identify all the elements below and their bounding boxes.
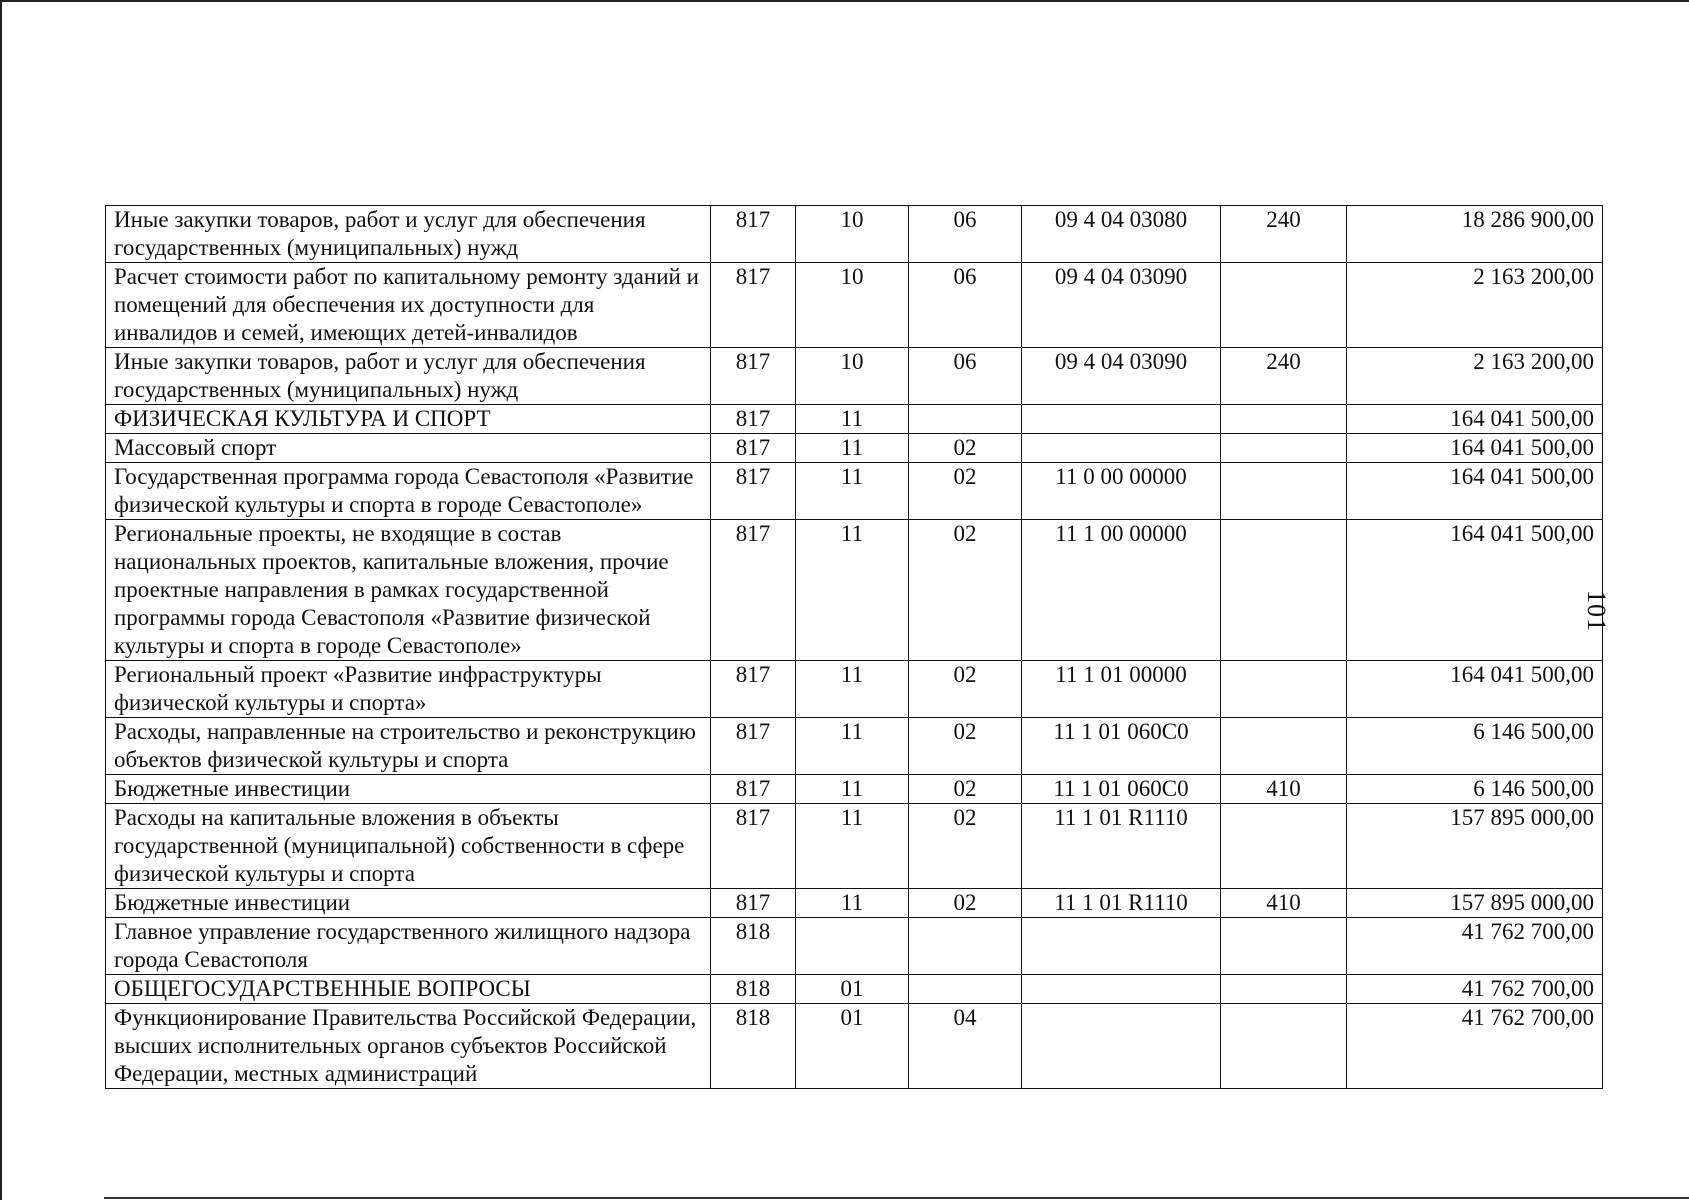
target-article-cell [1022,1004,1221,1089]
target-article-cell: 11 1 00 00000 [1022,520,1221,661]
expense-name-cell: Расходы на капитальные вложения в объекты государственной (муниципальной) собственности в сфере физической культуры и спорта [106,804,711,889]
section-code-cell: 11 [796,405,909,434]
section-code-cell: 10 [796,263,909,348]
grbs-code-cell: 818 [711,1004,796,1089]
expense-name-cell: Бюджетные инвестиции [106,775,711,804]
target-article-cell: 09 4 04 03080 [1022,206,1221,263]
expense-type-cell [1221,520,1347,661]
grbs-code-cell: 817 [711,520,796,661]
section-code-cell: 11 [796,434,909,463]
grbs-code-cell: 817 [711,463,796,520]
expense-type-cell [1221,463,1347,520]
expense-name-cell: Главное управление государственного жилищного надзора города Севастополя [106,918,711,975]
expense-name-cell: Иные закупки товаров, работ и услуг для обеспечения государственных (муниципальных) нужд [106,348,711,405]
expense-name-cell: Массовый спорт [106,434,711,463]
subsection-code-cell: 02 [909,520,1022,661]
expense-name-cell: Иные закупки товаров, работ и услуг для обеспечения государственных (муниципальных) нужд [106,206,711,263]
amount-cell: 6 146 500,00 [1347,775,1603,804]
grbs-code-cell: 817 [711,405,796,434]
expense-type-cell: 410 [1221,775,1347,804]
table-row [106,775,1603,804]
grbs-code-cell: 818 [711,918,796,975]
grbs-code-cell: 817 [711,263,796,348]
expense-type-cell [1221,405,1347,434]
section-code-cell: 11 [796,775,909,804]
target-article-cell [1022,405,1221,434]
expense-type-cell: 410 [1221,889,1347,918]
target-article-cell: 11 1 01 R1110 [1022,889,1221,918]
amount-cell: 164 041 500,00 [1347,434,1603,463]
section-code-cell: 11 [796,718,909,775]
target-article-cell: 11 1 01 060С0 [1022,775,1221,804]
expense-name-cell: Функционирование Правительства Российской Федерации, высших исполнительных органов субъектов Российской Федерации, местных администраций [106,1004,711,1089]
page-number: 101 [1582,590,1611,632]
target-article-cell: 09 4 04 03090 [1022,348,1221,405]
table-row [106,263,1603,348]
expense-type-cell [1221,718,1347,775]
section-code-cell: 01 [796,1004,909,1089]
table-row [106,348,1603,405]
table-row [106,434,1603,463]
expense-type-cell [1221,1004,1347,1089]
subsection-code-cell: 06 [909,206,1022,263]
subsection-code-cell: 02 [909,889,1022,918]
grbs-code-cell: 817 [711,206,796,263]
table-row [106,918,1603,975]
target-article-cell [1022,975,1221,1004]
section-code-cell: 11 [796,463,909,520]
subsection-code-cell [909,918,1022,975]
grbs-code-cell: 817 [711,348,796,405]
expense-type-cell: 240 [1221,206,1347,263]
grbs-code-cell: 817 [711,661,796,718]
section-code-cell: 11 [796,661,909,718]
expense-name-cell: Государственная программа города Севастополя «Развитие физической культуры и спорта в городе Севастополе» [106,463,711,520]
expense-type-cell [1221,804,1347,889]
grbs-code-cell: 817 [711,804,796,889]
amount-cell: 2 163 200,00 [1347,348,1603,405]
expense-type-cell [1221,918,1347,975]
expense-type-cell: 240 [1221,348,1347,405]
amount-cell: 164 041 500,00 [1347,661,1603,718]
scan-border-top [0,0,1689,2]
amount-cell: 18 286 900,00 [1347,206,1603,263]
subsection-code-cell: 02 [909,804,1022,889]
expense-name-cell: Расходы, направленные на строительство и реконструкцию объектов физической культуры и спорта [106,718,711,775]
section-code-cell: 11 [796,804,909,889]
amount-cell: 41 762 700,00 [1347,1004,1603,1089]
section-code-cell: 11 [796,520,909,661]
section-code-cell: 10 [796,348,909,405]
subsection-code-cell: 02 [909,463,1022,520]
target-article-cell: 11 1 01 00000 [1022,661,1221,718]
table-row [106,718,1603,775]
expense-name-cell: Региональные проекты, не входящие в состав национальных проектов, капитальные вложения, прочие проектные направления в рамках государственной программы города Севастополя «Развитие физической культуры и спорта в городе Севастополе» [106,520,711,661]
target-article-cell: 11 1 01 060С0 [1022,718,1221,775]
grbs-code-cell: 817 [711,775,796,804]
budget-table-body [106,206,1603,1089]
amount-cell: 164 041 500,00 [1347,520,1603,661]
section-code-cell: 10 [796,206,909,263]
table-row [106,405,1603,434]
expense-name-cell: Расчет стоимости работ по капитальному ремонту зданий и помещений для обеспечения их доступности для инвалидов и семей, имеющих детей-инвалидов [106,263,711,348]
grbs-code-cell: 817 [711,889,796,918]
subsection-code-cell: 06 [909,263,1022,348]
expense-type-cell [1221,661,1347,718]
amount-cell: 6 146 500,00 [1347,718,1603,775]
subsection-code-cell [909,975,1022,1004]
section-code-cell: 11 [796,889,909,918]
amount-cell: 41 762 700,00 [1347,918,1603,975]
grbs-code-cell: 817 [711,718,796,775]
amount-cell: 157 895 000,00 [1347,889,1603,918]
scan-border-left [0,0,2,1200]
amount-cell: 164 041 500,00 [1347,405,1603,434]
expense-name-cell: Региональный проект «Развитие инфраструктуры физической культуры и спорта» [106,661,711,718]
budget-table [105,205,1603,1089]
table-row [106,661,1603,718]
target-article-cell: 09 4 04 03090 [1022,263,1221,348]
target-article-cell: 11 1 01 R1110 [1022,804,1221,889]
subsection-code-cell: 02 [909,661,1022,718]
amount-cell: 157 895 000,00 [1347,804,1603,889]
subsection-code-cell: 02 [909,775,1022,804]
table-row [106,889,1603,918]
subsection-code-cell: 02 [909,434,1022,463]
table-row [106,975,1603,1004]
expense-name-cell: ФИЗИЧЕСКАЯ КУЛЬТУРА И СПОРТ [106,405,711,434]
subsection-code-cell: 06 [909,348,1022,405]
subsection-code-cell [909,405,1022,434]
subsection-code-cell: 04 [909,1004,1022,1089]
expense-type-cell [1221,975,1347,1004]
page-bottom-rule [104,1197,1689,1199]
subsection-code-cell: 02 [909,718,1022,775]
section-code-cell [796,918,909,975]
expense-type-cell [1221,434,1347,463]
table-row [106,1004,1603,1089]
target-article-cell [1022,434,1221,463]
grbs-code-cell: 818 [711,975,796,1004]
table-row [106,463,1603,520]
expense-name-cell: ОБЩЕГОСУДАРСТВЕННЫЕ ВОПРОСЫ [106,975,711,1004]
section-code-cell: 01 [796,975,909,1004]
amount-cell: 164 041 500,00 [1347,463,1603,520]
target-article-cell: 11 0 00 00000 [1022,463,1221,520]
expense-name-cell: Бюджетные инвестиции [106,889,711,918]
grbs-code-cell: 817 [711,434,796,463]
table-row [106,206,1603,263]
table-row [106,520,1603,661]
target-article-cell [1022,918,1221,975]
table-row [106,804,1603,889]
expense-type-cell [1221,263,1347,348]
amount-cell: 2 163 200,00 [1347,263,1603,348]
amount-cell: 41 762 700,00 [1347,975,1603,1004]
